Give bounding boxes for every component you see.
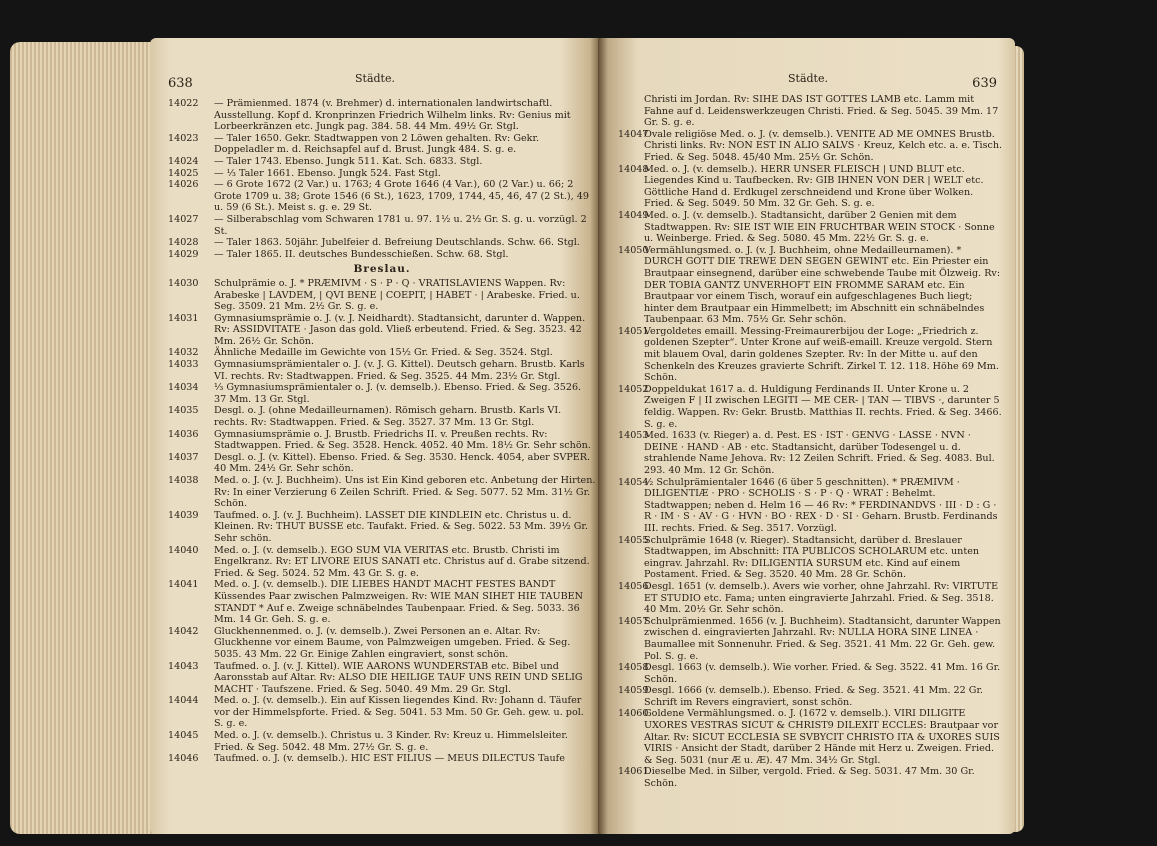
entry-number: 14023 [168, 132, 199, 144]
catalog-entry [168, 359, 596, 382]
entry-number: 14055 [618, 534, 649, 546]
entry-text: Ähnliche Medaille im Gewichte von 15½ Gr. Fried. & Seg. 3524. Stgl. [214, 347, 553, 359]
entry-number: 14038 [168, 475, 199, 486]
catalog-entry [168, 626, 596, 661]
entry-number: 14029 [168, 248, 199, 260]
catalog-entry [618, 581, 1003, 616]
catalog-entry [168, 695, 596, 730]
entry-list-bottom [168, 278, 596, 765]
catalog-entry [168, 133, 596, 156]
catalog-entry [168, 168, 596, 180]
catalog-entry [168, 753, 596, 765]
catalog-entry [168, 278, 596, 313]
entry-number: 14026 [168, 179, 199, 191]
entry-number: 14060 [618, 708, 649, 720]
entry-text: — Taler 1650. Gekr. Stadtwappen von 2 Löwen gehalten. Rv: Gekr. Doppeladler m. d. Reichsapfel auf d. Brust. Jungk 484. S. g. e. [214, 132, 540, 156]
catalog-entry [168, 661, 596, 696]
section-heading: Breslau. [353, 263, 411, 276]
catalog-entry [618, 766, 1003, 789]
catalog-entry [168, 510, 596, 545]
entry-number: 14054 [618, 476, 649, 488]
page-number: 638 [168, 76, 193, 91]
entry-text: Doppeldukat 1617 a. d. Huldigung Ferdinands II. Unter Krone u. 2 Zweigen F | II zwischen LEGITI — ME CER- | TAN — TIBVS ·, darunter 5 feldig. Wappen. Rv: Gekr. Brustb. Matthias II. rechts. Fried. & Seg. 3466. S. g. e. [644, 383, 1002, 430]
catalog-entry [618, 662, 1003, 685]
running-head: Städte. [788, 72, 828, 85]
catalog-entry [618, 685, 1003, 708]
catalog-entry [618, 326, 1003, 384]
entry-text: Desgl. 1666 (v. demselb.). Ebenso. Fried. & Seg. 3521. 41 Mm. 22 Gr. Schrift im Revers eingraviert, sonst schön. [644, 685, 984, 708]
entry-text: Taufmed. o. J. (v. demselb.). HIC EST FILIUS — MEUS DILECTUS Taufe [214, 753, 565, 765]
entry-text: Med. o. J. (v. demselb.). DIE LIEBES HANDT MACHT FESTES BANDT Küssendes Paar zwischen Palmzweigen. Rv: WIE MAN SIHET HIE TAUBEN STANDT * Auf e. Zweige schnäbelndes Taubenpaar. Fried. & Seg. 5033. 36 Mm. 14 Gr. Geh. S. g. e. [214, 579, 584, 626]
entry-number: 14058 [618, 662, 649, 674]
entry-number: 14039 [168, 509, 199, 521]
catalog-entry [168, 405, 596, 428]
entry-text: Desgl. o. J. (ohne Medailleurnamen). Römisch geharn. Brustb. Karls VI. rechts. Rv: Stadtwappen. Fried. & Seg. 3527. 37 Mm. 13 Gr. Stgl. [214, 405, 562, 429]
catalog-entry [618, 430, 1003, 476]
entry-number: 14056 [618, 580, 649, 592]
entry-text: Desgl. o. J. (v. Kittel). Ebenso. Fried. & Seg. 3530. Henck. 4054, aber SVPER. 40 Mm. 24½ Gr. Sehr schön. [214, 451, 591, 475]
catalog-entry [168, 545, 596, 580]
entry-text: Gluckhennenmed. o. J. (v. demselb.). Zwei Personen an e. Altar. Rv: Gluckhenne vor einem Baume, von Palmzweigen umgeben. Fried. & Seg. 5035. 43 Mm. 22 Gr. Einige Zahlen eingraviert, sonst schön. [214, 625, 571, 660]
entry-text: Med. o. J. (v. demselb.). Stadtansicht, darüber 2 Genien mit dem Stadtwappen. Rv: SIE IST WIE EIN FRUCHTBAR WEIN STOCK · Sonne u. Weinberge. Fried. & Seg. 5080. 45 Mm. 22½ Gr. S. g. e. [644, 209, 995, 245]
catalog-entry [618, 94, 1003, 129]
entry-number [618, 94, 644, 129]
running-head: Städte. [355, 72, 395, 85]
left-page [150, 38, 598, 834]
entry-number: 14057 [618, 615, 649, 627]
left-column [168, 98, 596, 765]
entry-number: 14030 [168, 277, 199, 289]
entry-number: 14031 [168, 312, 199, 324]
entry-number: 14061 [618, 766, 649, 778]
catalog-entry [618, 384, 1003, 430]
entry-text: — Taler 1863. 50jähr. Jubelfeier d. Befreiung Deutschlands. Schw. 66. Stgl. [214, 237, 580, 249]
entry-number: 14059 [618, 685, 649, 697]
catalog-entry [618, 210, 1003, 245]
entry-text: Goldene Vermählungsmed. o. J. (1672 v. demselb.). VIRI DILIGITE UXORES VESTRAS SICUT & CHRIST9 DILEXIT ECCLES: Brautpaar vor Altar. Rv: SICUT ECCLESIA SE SVBYCIT CHRISTO ITA & UXORES SUIS VIRIS · Ansicht der Stadt, darüber 2 Hände mit Herz u. Zweigen. Fried. & Seg. 5031 (nur Æ u. Æ). 47 Mm. 34½ Gr. Stgl. [644, 708, 1000, 766]
catalog-entry [168, 382, 596, 405]
page-number: 639 [972, 76, 997, 91]
entry-number: 14049 [618, 209, 649, 221]
entry-text: Christi im Jordan. Rv: SIHE DAS IST GOTTES LAMB etc. Lamm mit Fahne auf d. Leidenswerkzeugen Christi. Fried. & Seg. 5045. 39 Mm. 17 Gr. S. g. e. [644, 94, 999, 129]
entry-number: 14044 [168, 695, 199, 707]
catalog-entry [168, 347, 596, 359]
entry-number: 14036 [168, 428, 199, 440]
entry-number: 14050 [618, 244, 649, 256]
catalog-entry [168, 452, 596, 475]
catalog-entry [168, 429, 596, 452]
entry-text: — Taler 1743. Ebenso. Jungk 511. Kat. Sch. 6833. Stgl. [214, 155, 483, 167]
entry-text: Ovale religiöse Med. o. J. (v. demselb.). VENITE AD ME OMNES Brustb. Christi links. Rv: NON EST IN ALIO SALVS · Kreuz, Kelch etc. a. e. Tisch. Fried. & Seg. 5048. 45/40 Mm. 25½ Gr. Schön. [644, 128, 1003, 163]
entry-number: 14028 [168, 237, 199, 249]
catalog-entry [168, 475, 596, 510]
entry-text: Med. o. J. (v. demselb.). Ein auf Kissen liegendes Kind. Rv: Johann d. Täufer vor der Himmelspforte. Fried. & Seg. 5041. 53 Mm. 50 Gr. Geh. gew. u. pol. S. g. e. [214, 695, 584, 730]
entry-text: ⅓ Gymnasiumsprämientaler o. J. (v. demselb.). Ebenso. Fried. & Seg. 3526. 37 Mm. 13 Gr. Stgl. [214, 382, 582, 405]
entry-list [618, 94, 1003, 790]
entry-text: Med. o. J. (v. demselb.). HERR UNSER FLEISCH | UND BLUT etc. Liegendes Kind u. Taufbecken. Rv: GIB IHNEN VON DER | WELT etc. Göttliche Hand d. Erdkugel zerschneidend und Krone über Wolken. Fried. & Seg. 5049. 50 Mm. 32 Gr. Geh. S. g. e. [644, 163, 984, 210]
entry-text: Schulprämienmed. 1656 (v. J. Buchheim). Stadtansicht, darunter Wappen zwischen d. eingravierten Jahrzahl. Rv: NULLA HORA SINE LINEA · Baumallee mit Sonnenuhr. Fried. & Seg. 3521. 41 Mm. 22 Gr. Geh. gew. Pol. S. g. e. [644, 615, 1001, 662]
entry-number: 14052 [618, 383, 649, 395]
entry-text: — ⅓ Taler 1661. Ebenso. Jungk 524. Fast Stgl. [214, 167, 441, 179]
entry-number: 14045 [168, 730, 199, 742]
entry-number: 14046 [168, 753, 199, 765]
entry-text: Schulprämie o. J. * PRÆMIVM · S · P · Q · VRATISLAVIENS Wappen. Rv: Arabeske | LAVDEM, | QVI BENE | COEPIT, | HABET · | Arabeske. Fried. u. Seg. 3509. 21 Mm. 2½ Gr. S. g. e. [214, 277, 580, 313]
catalog-entry [168, 579, 596, 625]
entry-text: Desgl. 1663 (v. demselb.). Wie vorher. Fried. & Seg. 3522. 41 Mm. 16 Gr. Schön. [644, 662, 1001, 685]
entry-text: Gymnasiumsprämie o. J. Brustb. Friedrichs II. v. Preußen rechts. Rv: Stadtwappen. Fried. & Seg. 3528. Henck. 4052. 40 Mm. 18½ Gr. Sehr schön. [214, 428, 591, 452]
catalog-entry [618, 616, 1003, 662]
entry-text: Schulprämie 1648 (v. Rieger). Stadtansicht, darüber d. Breslauer Stadtwappen, im Abschnitt: ITA PUBLICOS SCHOLARUM etc. unten eingrav. Jahrzahl. Rv: DILIGENTIA SURSUM etc. Kind auf einem Postament. Fried. & Seg. 3520. 40 Mm. 28 Gr. Schön. [644, 534, 980, 581]
entry-text: ½ Schulprämientaler 1646 (6 über 5 geschnitten). * PRÆMIVM · DILIGENTIÆ · PRO · SCHOLIS · S · P · Q · WRAT : Behelmt. Stadtwappen; neben d. Helm 16 — 46 Rv: * FERDINANDVS · III · D : G · R · IM · S · AV · G · HVN · BO · REX · D · SI · Geharn. Brustb. Ferdinands III. rechts. Fried. & Seg. 3517. Vorzügl. [644, 476, 998, 534]
entry-text: Med. o. J. (v. demselb.). EGO SUM VIA VERITAS etc. Brustb. Christi im Engelkranz. Rv: ET LIVORE EIUS SANATI etc. Christus auf d. Grabe sitzend. Fried. & Seg. 5024. 52 Mm. 43 Gr. S. g. e. [214, 544, 590, 579]
catalog-entry [168, 156, 596, 168]
right-column [618, 94, 1003, 790]
catalog-entry [168, 249, 596, 261]
entry-number: 14048 [618, 163, 649, 175]
entry-number: 14033 [168, 359, 199, 371]
catalog-entry [168, 237, 596, 249]
entry-text: — Taler 1865. II. deutsches Bundesschießen. Schw. 68. Stgl. [214, 248, 509, 260]
entry-number: 14047 [618, 128, 649, 140]
catalog-entry [168, 313, 596, 348]
page-edges-left [10, 42, 160, 834]
entry-number: 14022 [168, 98, 199, 109]
catalog-entry [168, 730, 596, 753]
entry-number: 14024 [168, 155, 199, 167]
entry-text: Gymnasiumsprämie o. J. (v. J. Neidhardt). Stadtansicht, darunter d. Wappen. Rv: ASSIDVITATE · Jason das gold. Vließ erbeutend. Fried. & Seg. 3523. 42 Mm. 26½ Gr. Schön. [214, 312, 586, 347]
entry-text: — Silberabschlag vom Schwaren 1781 u. 97. 1½ u. 2½ Gr. S. g. u. vorzügl. 2 St. [214, 213, 587, 237]
entry-text: Taufmed. o. J. (v. J. Kittel). WIE AARONS WUNDERSTAB etc. Bibel und Aaronsstab auf Altar. Rv: ALSO DIE HEILIGE TAUF UNS REIN UND SELIG MACHT · Taufszene. Fried. & Seg. 5040. 49 Mm. 29 Gr. Stgl. [214, 660, 583, 695]
entry-number: 14041 [168, 579, 199, 591]
entry-text: Med. 1633 (v. Rieger) a. d. Pest. ES · IST · GENVG · LASSE · NVN · DEINE · HAND · AB · etc. Stadtansicht, darüber Todesengel u. d. strahlende Name Jehova. Rv: 12 Zeilen Schrift. Fried. & Seg. 4083. Bul. 293. 40 Mm. 12 Gr. Schön. [644, 430, 995, 476]
entry-number: 14040 [168, 544, 199, 556]
entry-text: Vergoldetes emaill. Messing-Freimaurerbijou der Loge: „Friedrich z. goldenen Szepter“. Unter Krone auf weiß-emaill. Kreuze vergold. Stern mit blauem Oval, darin goldenes Szepter. Rv: In der Mitte u. auf den Schenkeln des Kreuzes gravierte Schrift. Zirkel T. 12. 118. Höhe 69 Mm. Schön. [644, 325, 999, 384]
entry-number: 14027 [168, 213, 199, 225]
entry-number: 14035 [168, 405, 199, 417]
catalog-entry [618, 708, 1003, 766]
entry-number: 14051 [618, 325, 649, 337]
open-book [150, 38, 1015, 834]
entry-text: — 6 Grote 1672 (2 Var.) u. 1763; 4 Grote 1646 (4 Var.), 60 (2 Var.) u. 66; 2 Grote 1709 u. 38; Grote 1546 (6 St.), 1623, 1709, 1744, 45, 46, 47 (2 St.), 49 u. 59 (6 St.). Meist s. g. e. 29 St. [214, 179, 589, 214]
catalog-entry [168, 179, 596, 214]
entry-text: Gymnasiumsprämientaler o. J. (v. J. G. Kittel). Deutsch geharn. Brustb. Karls VI. rechts. Rv: Stadtwappen. Fried. & Seg. 3525. 44 Mm. 23½ Gr. Stgl. [214, 359, 585, 382]
entry-text: Med. o. J. (v. J. Buchheim). Uns ist Ein Kind geboren etc. Anbetung der Hirten. Rv: In einer Verzierung 6 Zeilen Schrift. Fried. & Seg. 5077. 52 Mm. 31½ Gr. Schön. [214, 475, 596, 510]
catalog-entry [618, 535, 1003, 581]
entry-text: Taufmed. o. J. (v. J. Buchheim). LASSET DIE KINDLEIN etc. Christus u. d. Kleinen. Rv: THUT BUSSE etc. Taufakt. Fried. & Seg. 5022. 53 Mm. 39½ Gr. Sehr schön. [214, 509, 589, 544]
entry-number: 14034 [168, 382, 199, 394]
entry-list-top [168, 98, 596, 260]
entry-number: 14025 [168, 167, 199, 179]
right-page [598, 38, 1015, 834]
entry-number: 14053 [618, 430, 649, 442]
catalog-entry [618, 164, 1003, 210]
entry-text: Dieselbe Med. in Silber, vergold. Fried. & Seg. 5031. 47 Mm. 30 Gr. Schön. [644, 766, 975, 790]
entry-text: Desgl. 1651 (v. demselb.). Avers wie vorher, ohne Jahrzahl. Rv: VIRTUTE ET STUDIO etc. Fama; unten eingravierte Jahrzahl. Fried. & Seg. 3518. 40 Mm. 20½ Gr. Sehr schön. [644, 580, 999, 616]
catalog-entry [168, 214, 596, 237]
catalog-entry [618, 477, 1003, 535]
catalog-entry [168, 98, 596, 133]
entry-text: Med. o. J. (v. demselb.). Christus u. 3 Kinder. Rv: Kreuz u. Himmelsleiter. Fried. & Seg. 5042. 48 Mm. 27½ Gr. S. g. e. [214, 730, 568, 753]
catalog-entry [618, 245, 1003, 326]
entry-number: 14043 [168, 660, 199, 672]
catalog-entry [618, 129, 1003, 164]
entry-number: 14032 [168, 347, 199, 359]
entry-text: Vermählungsmed. o. J. (v. J. Buchheim, ohne Medailleurnamen). * DURCH GOTT DIE TREWE DEN SEGEN GEWINT etc. Ein Priester ein Brautpaar einsegnend, darüber eine schwebende Taube mit Ölzweig. Rv: DER TOBIA GANTZ UNVERHOFT EIN FROMME SARAM etc. Ein Brautpaar vor einem Tisch, worauf ein aufgeschlagenes Buch liegt; hinter dem Brautpaar ein Himmelbett; im Abschnitt ein schnäbelndes Taubenpaar. 63 Mm. 75½ Gr. Sehr schön. [644, 244, 1001, 326]
entry-number: 14037 [168, 451, 199, 463]
entry-number: 14042 [168, 625, 199, 637]
entry-text: — Prämienmed. 1874 (v. Brehmer) d. internationalen landwirtschaftl. Ausstellung. Kopf d. Kronprinzen Friedrich Wilhelm links. Rv: Genius mit Lorbeerkränzen etc. Jungk pag. 384. 58. 44 Mm. 49½ Gr. Stgl. [214, 98, 571, 133]
